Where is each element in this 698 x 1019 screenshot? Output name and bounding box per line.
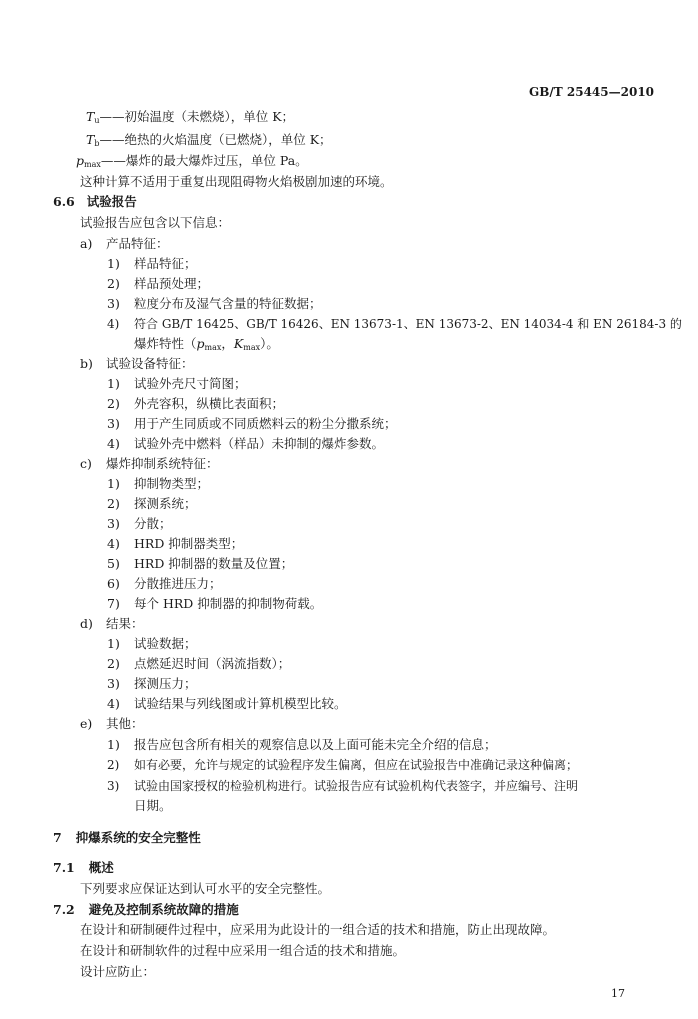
section-6-6-heading — [53, 196, 137, 209]
list-item: 2) 外壳容积，纵横比表面积； — [107, 396, 285, 411]
calculation-note: 这种计算不适用于重复出现阻碍物火焰极剧加速的环境。 — [80, 174, 393, 189]
list-label: e) — [80, 716, 93, 731]
list-item: 2) 样品预处理； — [107, 276, 210, 291]
list-title: 产品特征： — [106, 236, 169, 251]
standard-code: GB/T 25445—2010 — [529, 85, 655, 99]
list-label: a) — [80, 236, 93, 251]
list-label: b) — [80, 356, 93, 371]
section-title: 试验报告 — [86, 194, 137, 209]
section-7-2-heading — [53, 904, 239, 917]
list-d-heading — [80, 618, 144, 631]
list-e-heading — [80, 718, 144, 731]
list-item: 7) 每个 HRD 抑制器的抑制物荷载。 — [107, 596, 323, 611]
list-item: 2) 如有必要，允许与规定的试验程序发生偏离，但应在试验报告中准确记录这种偏离； — [107, 758, 579, 772]
page-number: 17 — [611, 987, 625, 1000]
section-title: 概述 — [88, 860, 114, 875]
section-number: 7.2 — [53, 902, 75, 917]
list-label: c) — [80, 456, 92, 471]
list-item: 5) HRD 抑制器的数量及位置； — [107, 556, 294, 571]
section-7-heading — [53, 832, 201, 845]
variable-subscript: b — [94, 139, 100, 148]
list-item: 4) HRD 抑制器类型； — [107, 536, 244, 551]
list-item-continuation: 日期。 — [134, 798, 172, 813]
section-7-1-text: 下列要求应保证达到认可水平的安全完整性。 — [80, 881, 331, 896]
list-item: 2) 探测系统； — [107, 496, 197, 511]
section-7-1-heading — [53, 862, 114, 875]
variable-symbol: T — [86, 109, 95, 124]
section-number: 7.1 — [53, 860, 75, 875]
list-item: 4) 试验外壳中燃料（样品）未抑制的爆炸参数。 — [107, 436, 385, 451]
list-title: 其他： — [106, 716, 144, 731]
section-number: 7 — [53, 830, 62, 845]
variable-def-tb — [86, 134, 332, 148]
list-item: 3) 分散； — [107, 516, 172, 531]
variable-def-tu — [86, 111, 294, 125]
list-c-heading — [80, 458, 219, 471]
list-item: 1) 样品特征； — [107, 256, 197, 271]
variable-subscript: u — [94, 116, 100, 125]
paragraph: 在设计和研制软件的过程中应采用一组合适的技术和措施。 — [80, 943, 406, 958]
list-item: 1) 抑制物类型； — [107, 476, 210, 491]
variable-desc: ——绝热的火焰温度（已燃烧），单位 K； — [99, 132, 332, 147]
list-label: d) — [80, 616, 93, 631]
variable-subscript: max — [84, 160, 101, 169]
paragraph: 在设计和研制硬件过程中，应采用为此设计的一组合适的技术和措施，防止出现故障。 — [80, 922, 556, 937]
section-title: 避免及控制系统故障的措施 — [88, 902, 239, 917]
section-6-6-intro: 试验报告应包含以下信息： — [80, 215, 231, 230]
list-title: 结果： — [106, 616, 144, 631]
list-item: 1) 试验数据； — [107, 636, 197, 651]
list-item: 2) 点燃延迟时间（涡流指数）； — [107, 656, 291, 671]
list-item: 4) 符合 GB/T 16425、GB/T 16426、EN 13673-1、EN 13673-2、EN 14034-4 和 EN 26184-3 的 — [107, 317, 682, 331]
list-item: 1) 试验外壳尺寸简图； — [107, 376, 247, 391]
list-b-heading — [80, 358, 194, 371]
variable-desc: ——初始温度（未燃烧），单位 K； — [99, 109, 295, 124]
list-item: 3) 粒度分布及湿气含量的特征数据； — [107, 296, 322, 311]
list-a-heading — [80, 238, 169, 251]
variable-def-pmax — [76, 155, 308, 169]
list-item-continuation: 爆炸特性（$p_{max}$，$K_{max}$）。 — [134, 336, 279, 352]
list-item: 3) 试验由国家授权的检验机构进行。试验报告应有试验机构代表签字，并应编号、注明 — [107, 779, 579, 793]
list-title: 试验设备特征： — [106, 356, 194, 371]
variable-symbol: p — [76, 153, 85, 168]
list-item: 3) 用于产生同质或不同质燃料云的粉尘分撒系统； — [107, 416, 397, 431]
list-item: 6) 分散推进压力； — [107, 576, 222, 591]
section-title: 抑爆系统的安全完整性 — [75, 830, 201, 845]
list-item: 3) 探测压力； — [107, 676, 197, 691]
list-item: 1) 报告应包含所有相关的观察信息以及上面可能未完全介绍的信息； — [107, 737, 497, 752]
list-title: 爆炸抑制系统特征： — [106, 456, 219, 471]
paragraph: 设计应防止： — [80, 964, 156, 979]
variable-symbol: T — [86, 132, 95, 147]
list-item: 4) 试验结果与列线图或计算机模型比较。 — [107, 696, 347, 711]
section-number: 6.6 — [53, 194, 75, 209]
variable-desc: ——爆炸的最大爆炸过压，单位 Pa。 — [100, 153, 308, 168]
